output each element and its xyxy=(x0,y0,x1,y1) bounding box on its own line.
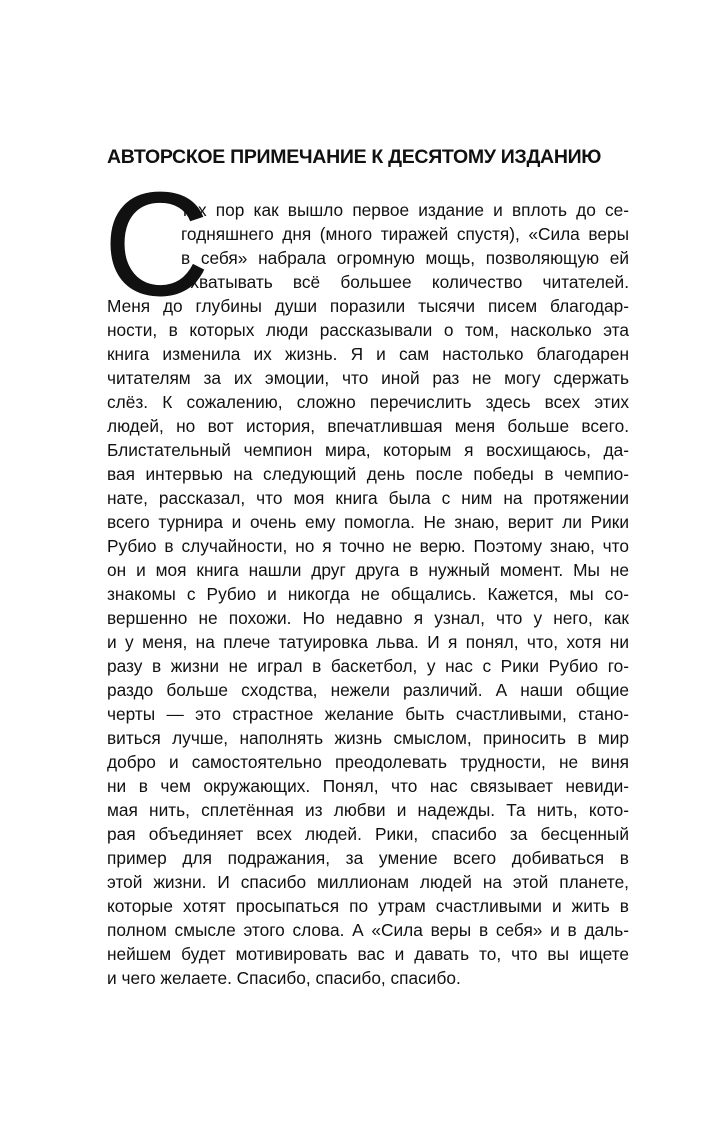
text-line: вая интервью на следующий день после победы в чемпио- xyxy=(107,464,629,484)
text-line: он и моя книга нашли друг друга в нужный момент. Мы не xyxy=(107,560,629,580)
text-line: знакомы с Рубио и никогда не общались. Кажется, мы со- xyxy=(107,584,629,604)
text-line: и у меня, на плече татуировка льва. И я понял, что, хотя ни xyxy=(107,632,629,652)
text-line: полном смысле этого слова. А «Сила веры в себя» и в даль- xyxy=(107,920,629,940)
text-line: Блистательный чемпион мира, которым я восхищаюсь, да- xyxy=(107,440,629,460)
text-line: Рубио в случайности, но я точно не верю. Поэтому знаю, что xyxy=(107,536,629,556)
text-line: ности, в которых люди рассказывали о том, насколько эта xyxy=(107,320,629,340)
text-line: вершенно не похожи. Но недавно я узнал, что у него, как xyxy=(107,608,629,628)
text-line: нейшем будет мотивировать вас и давать то, что вы ищете xyxy=(107,944,629,964)
text-line: охватывать всё большее количество читателей. xyxy=(181,272,629,292)
text-line: тех пор как вышло первое издание и вплоть до се- xyxy=(181,200,629,220)
text-line: всего турнира и очень ему помогла. Не знаю, верит ли Рики xyxy=(107,512,629,532)
text-line: слёз. К сожалению, сложно перечислить здесь всех этих xyxy=(107,392,629,412)
text-line: годняшнего дня (много тиражей спустя), «Сила веры xyxy=(181,224,629,244)
text-line: этой жизни. И спасибо миллионам людей на этой планете, xyxy=(107,872,629,892)
text-line: читателям за их эмоции, что иной раз не могу сдержать xyxy=(107,368,629,388)
text-line: раздо больше сходства, нежели различий. А наши общие xyxy=(107,680,629,700)
text-line: ни в чем окружающих. Понял, что нас связывает невиди- xyxy=(107,776,629,796)
text-line: пример для подражания, за умение всего добиваться в xyxy=(107,848,629,868)
text-line: рая объединяет всех людей. Рики, спасибо за бесценный xyxy=(107,824,629,844)
text-line: мая нить, сплетённая из любви и надежды. Та нить, кото- xyxy=(107,800,629,820)
text-line: книга изменила их жизнь. Я и сам настолько благодарен xyxy=(107,344,629,364)
text-line: которые хотят просыпаться по утрам счастливыми и жить в xyxy=(107,896,629,916)
text-line: добро и самостоятельно преодолевать трудности, не виня xyxy=(107,752,629,772)
chapter-heading: АВТОРСКОЕ ПРИМЕЧАНИЕ К ДЕСЯТОМУ ИЗДАНИЮ xyxy=(107,146,602,168)
drop-cap-letter: С xyxy=(103,162,204,327)
text-line: нате, рассказал, что моя книга была с ним на протяжении xyxy=(107,488,629,508)
text-line: людей, но вот история, впечатлившая меня больше всего. xyxy=(107,416,629,436)
text-line: черты — это страстное желание быть счастливыми, стано- xyxy=(107,704,629,724)
text-line: виться лучше, наполнять жизнь смыслом, приносить в мир xyxy=(107,728,629,748)
text-line: в себя» набрала огромную мощь, позволяющую ей xyxy=(181,248,629,268)
text-line: разу в жизни не играл в баскетбол, у нас с Рики Рубио го- xyxy=(107,656,629,676)
text-line: и чего желаете. Спасибо, спасибо, спасибо. xyxy=(107,968,461,988)
text-line: Меня до глубины души поразили тысячи писем благодар- xyxy=(107,296,629,316)
